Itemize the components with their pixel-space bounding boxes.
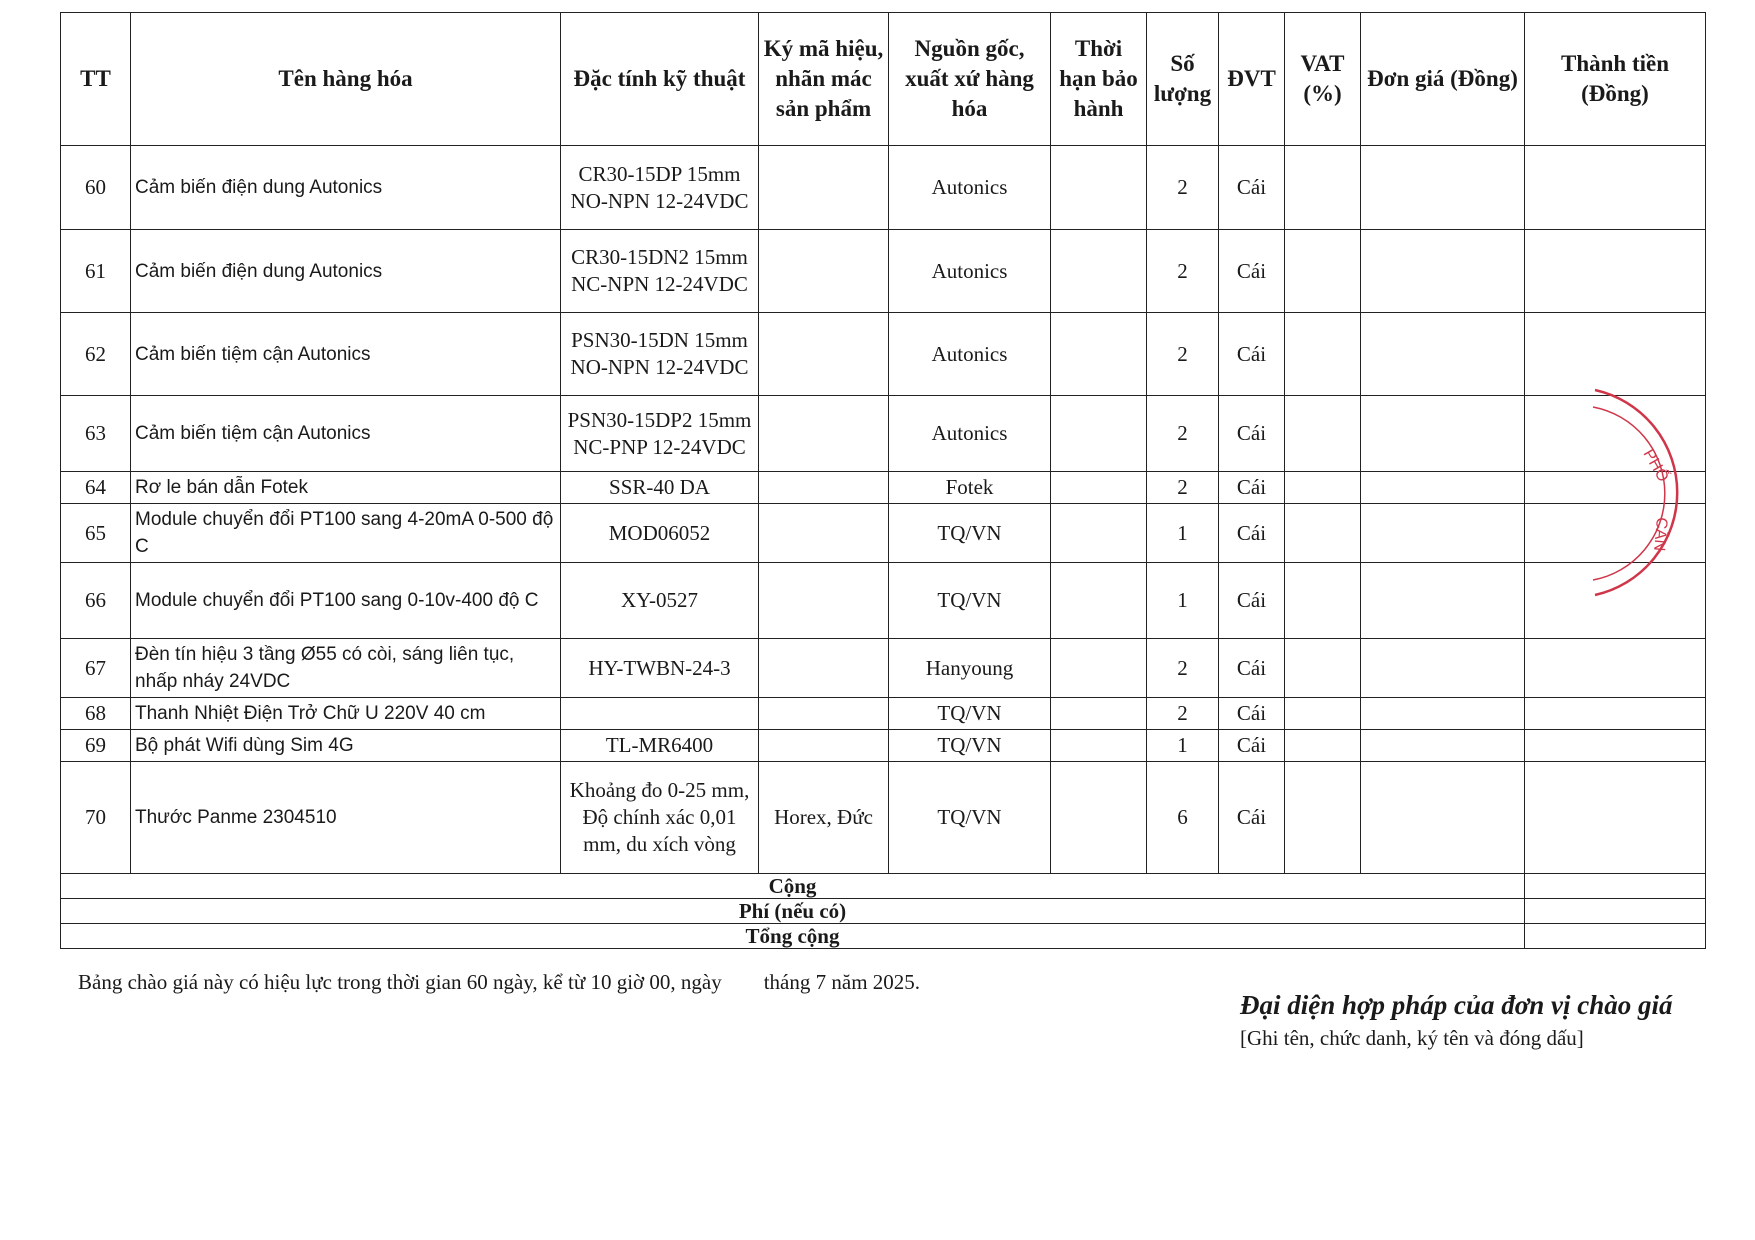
table-row xyxy=(61,146,1706,230)
cell-unit: Cái xyxy=(1219,313,1285,396)
summary-label: Cộng xyxy=(61,874,1525,899)
cell-name: Cảm biến tiệm cận Autonics xyxy=(131,396,561,472)
cell-name: Thanh Nhiệt Điện Trở Chữ U 220V 40 cm xyxy=(131,698,561,730)
cell-brand xyxy=(759,730,889,762)
cell-vat xyxy=(1285,504,1361,563)
cell-brand xyxy=(759,698,889,730)
summary-label: Phí (nếu có) xyxy=(61,899,1525,924)
cell-origin: Autonics xyxy=(889,396,1051,472)
cell-vat xyxy=(1285,472,1361,504)
cell-qty: 2 xyxy=(1147,472,1219,504)
cell-spec: PSN30-15DP2 15mm NC-PNP 12-24VDC xyxy=(561,396,759,472)
cell-unit: Cái xyxy=(1219,396,1285,472)
cell-price xyxy=(1361,146,1525,230)
cell-origin: TQ/VN xyxy=(889,504,1051,563)
table-row xyxy=(61,230,1706,313)
cell-unit: Cái xyxy=(1219,146,1285,230)
cell-spec: MOD06052 xyxy=(561,504,759,563)
cell-spec: PSN30-15DN 15mm NO-NPN 12-24VDC xyxy=(561,313,759,396)
cell-name: Rơ le bán dẫn Fotek xyxy=(131,472,561,504)
cell-brand xyxy=(759,313,889,396)
cell-brand xyxy=(759,472,889,504)
validity-note: Bảng chào giá này có hiệu lực trong thời gian 60 ngày, kể từ 10 giờ 00, ngày tháng 7 năm 2025. xyxy=(78,970,921,994)
cell-tt: 69 xyxy=(61,730,131,762)
cell-price xyxy=(1361,563,1525,639)
cell-warranty xyxy=(1051,762,1147,874)
cell-qty: 1 xyxy=(1147,504,1219,563)
cell-spec: Khoảng đo 0-25 mm, Độ chính xác 0,01 mm, du xích vòng xyxy=(561,762,759,874)
representative-title: Đại diện hợp pháp của đơn vị chào giá xyxy=(1240,990,1673,1020)
table-row xyxy=(61,762,1706,874)
cell-qty: 2 xyxy=(1147,639,1219,698)
cell-price xyxy=(1361,698,1525,730)
cell-tt: 64 xyxy=(61,472,131,504)
table-row xyxy=(61,504,1706,563)
cell-tt: 68 xyxy=(61,698,131,730)
cell-unit: Cái xyxy=(1219,730,1285,762)
cell-unit: Cái xyxy=(1219,504,1285,563)
cell-tt: 62 xyxy=(61,313,131,396)
cell-price xyxy=(1361,230,1525,313)
cell-warranty xyxy=(1051,146,1147,230)
header-vat: VAT (%) xyxy=(1285,13,1361,146)
cell-warranty xyxy=(1051,698,1147,730)
summary-value xyxy=(1525,899,1706,924)
cell-vat xyxy=(1285,639,1361,698)
header-tt: TT xyxy=(61,13,131,146)
summary-row xyxy=(61,874,1706,899)
cell-unit: Cái xyxy=(1219,563,1285,639)
summary-row xyxy=(61,899,1706,924)
cell-origin: Autonics xyxy=(889,230,1051,313)
summary-value xyxy=(1525,924,1706,949)
cell-warranty xyxy=(1051,472,1147,504)
cell-brand xyxy=(759,230,889,313)
cell-vat xyxy=(1285,146,1361,230)
representative-note: [Ghi tên, chức danh, ký tên và đóng dấu] xyxy=(1240,1026,1584,1050)
cell-brand xyxy=(759,563,889,639)
cell-total xyxy=(1525,146,1706,230)
cell-spec: SSR-40 DA xyxy=(561,472,759,504)
cell-total xyxy=(1525,639,1706,698)
cell-name: Cảm biến điện dung Autonics xyxy=(131,230,561,313)
stamp-text: PHỐ xyxy=(1639,446,1672,486)
cell-spec: CR30-15DP 15mm NO-NPN 12-24VDC xyxy=(561,146,759,230)
cell-name: Module chuyển đổi PT100 sang 4-20mA 0-500 độ C xyxy=(131,504,561,563)
cell-qty: 2 xyxy=(1147,230,1219,313)
cell-warranty xyxy=(1051,230,1147,313)
cell-price xyxy=(1361,639,1525,698)
cell-vat xyxy=(1285,396,1361,472)
cell-spec: HY-TWBN-24-3 xyxy=(561,639,759,698)
cell-vat xyxy=(1285,698,1361,730)
cell-name: Cảm biến tiệm cận Autonics xyxy=(131,313,561,396)
cell-origin: TQ/VN xyxy=(889,730,1051,762)
cell-vat xyxy=(1285,313,1361,396)
cell-tt: 60 xyxy=(61,146,131,230)
cell-spec: TL-MR6400 xyxy=(561,730,759,762)
cell-origin: Hanyoung xyxy=(889,639,1051,698)
summary-row xyxy=(61,924,1706,949)
cell-brand xyxy=(759,396,889,472)
header-qty: Số lượng xyxy=(1147,13,1219,146)
cell-qty: 1 xyxy=(1147,563,1219,639)
cell-spec: CR30-15DN2 15mm NC-NPN 12-24VDC xyxy=(561,230,759,313)
cell-price xyxy=(1361,504,1525,563)
cell-price xyxy=(1361,313,1525,396)
cell-name: Module chuyển đổi PT100 sang 0-10v-400 độ C xyxy=(131,563,561,639)
stamp-text: CẦN xyxy=(1650,516,1670,552)
cell-unit: Cái xyxy=(1219,762,1285,874)
cell-total xyxy=(1525,313,1706,396)
table-row xyxy=(61,396,1706,472)
cell-total xyxy=(1525,698,1706,730)
table-row xyxy=(61,472,1706,504)
cell-origin: TQ/VN xyxy=(889,563,1051,639)
cell-spec xyxy=(561,698,759,730)
summary-value xyxy=(1525,874,1706,899)
cell-origin: Fotek xyxy=(889,472,1051,504)
cell-brand xyxy=(759,504,889,563)
cell-name: Thước Panme 2304510 xyxy=(131,762,561,874)
header-name: Tên hàng hóa xyxy=(131,13,561,146)
header-brand: Ký mã hiệu, nhãn mác sản phẩm xyxy=(759,13,889,146)
cell-tt: 66 xyxy=(61,563,131,639)
table-row xyxy=(61,698,1706,730)
cell-unit: Cái xyxy=(1219,230,1285,313)
cell-vat xyxy=(1285,730,1361,762)
cell-brand: Horex, Đức xyxy=(759,762,889,874)
cell-qty: 2 xyxy=(1147,146,1219,230)
cell-vat xyxy=(1285,230,1361,313)
cell-name: Cảm biến điện dung Autonics xyxy=(131,146,561,230)
cell-qty: 2 xyxy=(1147,313,1219,396)
quotation-table xyxy=(60,12,1706,949)
header-total: Thành tiền (Đồng) xyxy=(1525,13,1706,146)
cell-total xyxy=(1525,730,1706,762)
cell-warranty xyxy=(1051,313,1147,396)
header-unit: ĐVT xyxy=(1219,13,1285,146)
cell-brand xyxy=(759,639,889,698)
cell-tt: 67 xyxy=(61,639,131,698)
cell-vat xyxy=(1285,563,1361,639)
cell-total xyxy=(1525,762,1706,874)
cell-price xyxy=(1361,762,1525,874)
cell-origin: TQ/VN xyxy=(889,698,1051,730)
cell-qty: 1 xyxy=(1147,730,1219,762)
cell-unit: Cái xyxy=(1219,472,1285,504)
cell-spec: XY-0527 xyxy=(561,563,759,639)
company-stamp-fragment xyxy=(1585,385,1695,600)
cell-qty: 6 xyxy=(1147,762,1219,874)
cell-unit: Cái xyxy=(1219,639,1285,698)
table-row xyxy=(61,730,1706,762)
header-origin: Nguồn gốc, xuất xứ hàng hóa xyxy=(889,13,1051,146)
cell-tt: 63 xyxy=(61,396,131,472)
cell-vat xyxy=(1285,762,1361,874)
cell-name: Bộ phát Wifi dùng Sim 4G xyxy=(131,730,561,762)
cell-qty: 2 xyxy=(1147,396,1219,472)
cell-price xyxy=(1361,730,1525,762)
header-warranty: Thời hạn bảo hành xyxy=(1051,13,1147,146)
cell-origin: Autonics xyxy=(889,313,1051,396)
cell-unit: Cái xyxy=(1219,698,1285,730)
cell-name: Đèn tín hiệu 3 tầng Ø55 có còi, sáng liên tục, nhấp nháy 24VDC xyxy=(131,639,561,698)
table-row xyxy=(61,313,1706,396)
cell-origin: Autonics xyxy=(889,146,1051,230)
cell-tt: 61 xyxy=(61,230,131,313)
cell-warranty xyxy=(1051,563,1147,639)
cell-price xyxy=(1361,396,1525,472)
header-price: Đơn giá (Đồng) xyxy=(1361,13,1525,146)
cell-price xyxy=(1361,472,1525,504)
table-row xyxy=(61,639,1706,698)
cell-warranty xyxy=(1051,730,1147,762)
quotation-table-container xyxy=(60,12,1705,949)
cell-tt: 65 xyxy=(61,504,131,563)
cell-qty: 2 xyxy=(1147,698,1219,730)
table-row xyxy=(61,563,1706,639)
cell-warranty xyxy=(1051,639,1147,698)
cell-warranty xyxy=(1051,396,1147,472)
cell-total xyxy=(1525,230,1706,313)
summary-label: Tổng cộng xyxy=(61,924,1525,949)
cell-origin: TQ/VN xyxy=(889,762,1051,874)
cell-tt: 70 xyxy=(61,762,131,874)
cell-brand xyxy=(759,146,889,230)
cell-warranty xyxy=(1051,504,1147,563)
header-spec: Đặc tính kỹ thuật xyxy=(561,13,759,146)
table-header-row xyxy=(61,13,1706,146)
